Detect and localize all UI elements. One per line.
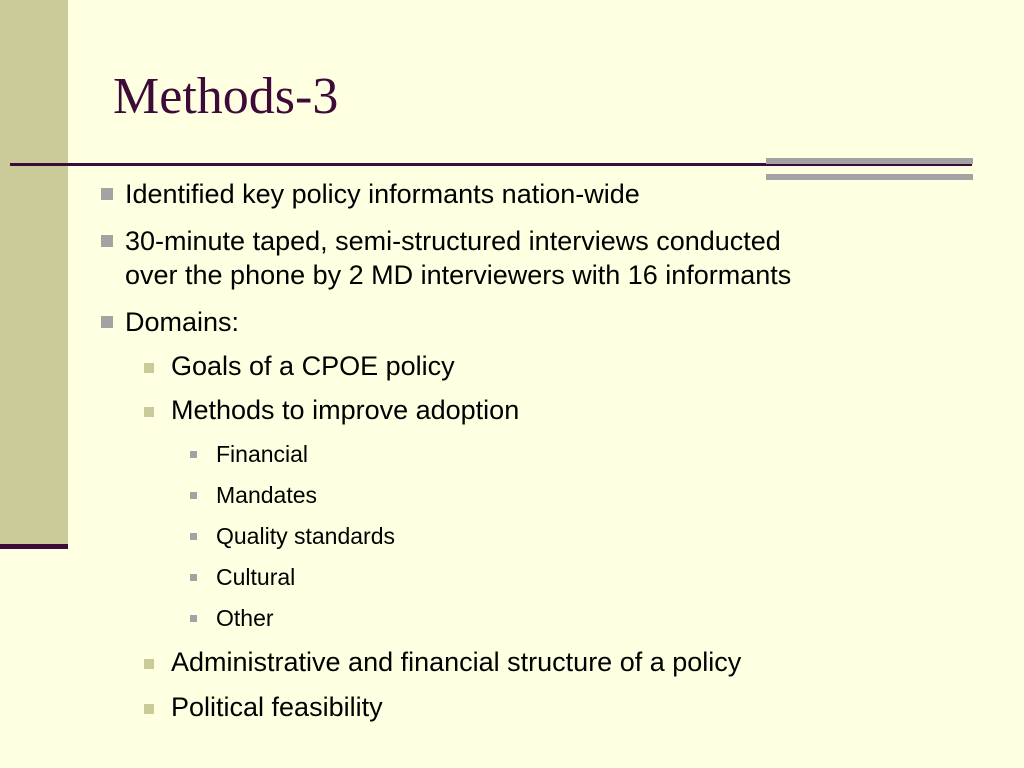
square-bullet-icon bbox=[101, 188, 113, 200]
square-bullet-icon bbox=[101, 235, 113, 247]
bullet-text: Domains: bbox=[125, 307, 240, 337]
bullet-text: 30-minute taped, semi-structured interviews conducted bbox=[125, 226, 781, 256]
sub-sub-bullet-item bbox=[216, 521, 395, 551]
square-bullet-icon bbox=[144, 363, 154, 373]
sub-sub-bullet-item bbox=[216, 562, 295, 592]
sub-bullet-text: Administrative and financial structure of a policy bbox=[171, 647, 742, 677]
sub-sub-bullet-text: Mandates bbox=[216, 482, 318, 508]
sub-sub-bullet-text: Other bbox=[216, 605, 274, 631]
bullet-text: Identified key policy informants nation-wide bbox=[125, 179, 640, 209]
bullet-item bbox=[125, 177, 640, 211]
square-bullet-icon bbox=[144, 407, 154, 417]
square-bullet-icon bbox=[190, 451, 197, 458]
bullet-continuation bbox=[125, 258, 791, 292]
sub-bullet-item bbox=[171, 645, 741, 679]
sub-sub-bullet-text: Quality standards bbox=[216, 523, 395, 549]
sub-sub-bullet-text: Financial bbox=[216, 441, 309, 467]
sub-bullet-text: Methods to improve adoption bbox=[171, 395, 520, 425]
square-bullet-icon bbox=[190, 574, 197, 581]
sub-sub-bullet-item bbox=[216, 480, 317, 510]
sub-sub-bullet-text: Cultural bbox=[216, 564, 296, 590]
slide-title: Methods-3 bbox=[113, 68, 339, 125]
square-bullet-icon bbox=[144, 659, 154, 669]
bullet-text: over the phone by 2 MD interviewers with 16 informants bbox=[125, 260, 792, 290]
sub-bullet-item bbox=[171, 393, 519, 427]
square-bullet-icon bbox=[144, 704, 154, 714]
bullet-item bbox=[125, 305, 239, 339]
bullet-item bbox=[125, 224, 781, 258]
sub-bullet-item bbox=[171, 349, 455, 383]
sub-bullet-text: Political feasibility bbox=[171, 692, 383, 722]
square-bullet-icon bbox=[190, 492, 197, 499]
sub-sub-bullet-item bbox=[216, 603, 274, 633]
sub-sub-bullet-item bbox=[216, 439, 308, 469]
square-bullet-icon bbox=[190, 533, 197, 540]
sub-bullet-item bbox=[171, 690, 383, 724]
square-bullet-icon bbox=[101, 316, 113, 328]
sub-bullet-text: Goals of a CPOE policy bbox=[171, 351, 455, 381]
square-bullet-icon bbox=[190, 615, 197, 622]
